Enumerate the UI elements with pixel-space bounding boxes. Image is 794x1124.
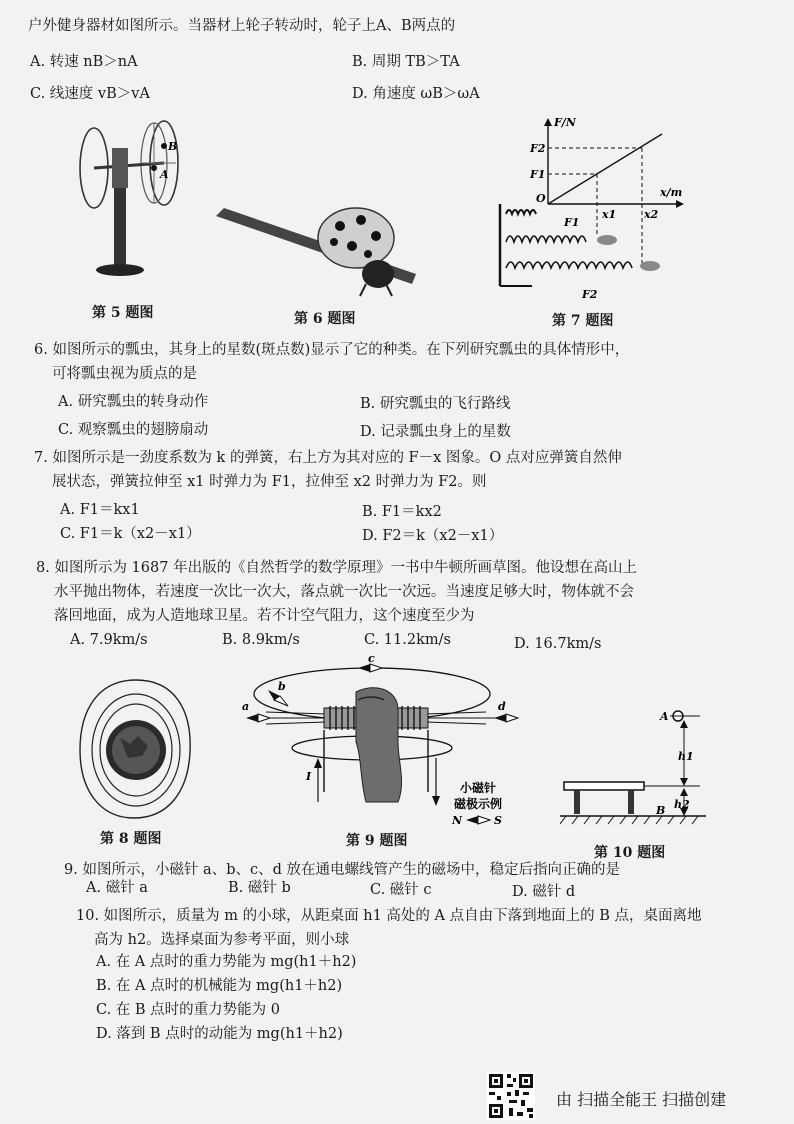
q10-stem-line2: 高为 h2。选择桌面为参考平面，则小球 [94, 932, 350, 948]
q5-stem: 户外健身器材如图所示。当器材上轮子转动时，轮子上A、B两点的 [28, 18, 456, 34]
q6-stem-line1: 6. 如图所示的瓢虫，其身上的星数(斑点数)显示了它的种类。在下列研究瓢虫的具体情形中， [34, 342, 630, 358]
fig5-fitness-wheels [64, 118, 184, 298]
q8-option-d: D. 16.7km/s [514, 636, 602, 652]
scanner-watermark: 由 扫描全能王 扫描创建 [556, 1090, 727, 1109]
fig7-x2-tick: x2 [644, 208, 659, 221]
fig8-newton-orbits [76, 676, 196, 824]
qr-code-icon [487, 1072, 535, 1120]
q6-option-d: D. 记录瓢虫身上的星数 [360, 424, 511, 440]
q7-option-b: B. F1＝kx2 [362, 504, 442, 520]
fig7-f1-tick: F1 [530, 168, 546, 181]
q7-option-c: C. F1＝k（x2－x1） [60, 526, 201, 542]
q6-stem-line2: 可将瓢虫视为质点的是 [52, 366, 197, 382]
q10-option-d: D. 落到 B 点时的动能为 mg(h1＋h2) [96, 1026, 343, 1042]
fig9-legend-n: N [452, 814, 463, 827]
fig9-needle-b-label: b [278, 680, 286, 693]
fig7-f2-tick: F2 [530, 142, 546, 155]
fig9-current-label: I [306, 770, 312, 783]
fig9-needle-d-label: d [498, 700, 506, 713]
q8-stem-line3: 落回地面，成为人造地球卫星。若不计空气阻力，这个速度至少为 [54, 608, 475, 624]
fig9-solenoid [226, 652, 536, 828]
q9-option-c: C. 磁针 c [370, 882, 432, 898]
q8-option-b: B. 8.9km/s [222, 632, 300, 648]
q5-option-d: D. 角速度 ωB＞ωA [352, 86, 480, 102]
fig10-label-b: B [656, 804, 666, 817]
q8-option-a: A. 7.9km/s [70, 632, 148, 648]
q10-option-c: C. 在 B 点时的重力势能为 0 [96, 1002, 281, 1018]
fig6-ladybug [216, 196, 430, 304]
q10-option-b: B. 在 A 点时的机械能为 mg(h1＋h2) [96, 978, 343, 994]
q10-stem-line1: 10. 如图所示，质量为 m 的小球，从距桌面 h1 高处的 A 点自由下落到地面上的 B 点，桌面离地 [76, 908, 702, 924]
fig10-ball-table [560, 704, 710, 834]
q9-option-a: A. 磁针 a [86, 880, 148, 896]
q9-option-b: B. 磁针 b [228, 880, 291, 896]
fig9-caption: 第 9 题图 [346, 833, 408, 849]
q6-option-b: B. 研究瓢虫的飞行路线 [360, 396, 511, 412]
fig6-caption: 第 6 题图 [294, 311, 356, 327]
fig7-caption: 第 7 题图 [552, 313, 614, 329]
q7-stem-line1: 7. 如图所示是一劲度系数为 k 的弹簧，右上方为其对应的 F－x 图象。O 点对应弹簧自然伸 [34, 450, 622, 466]
fig7-spring-f2-label: F2 [582, 288, 598, 301]
q7-stem-line2: 展状态，弹簧拉伸至 x1 时弹力为 F1，拉伸至 x2 时弹力为 F2。则 [52, 474, 487, 490]
fig10-label-h1: h1 [678, 750, 694, 763]
fig7-x1-tick: x1 [602, 208, 617, 221]
fig8-caption: 第 8 题图 [100, 831, 162, 847]
fig7-y-axis-label: F/N [554, 116, 576, 129]
fig7-spring-graph [492, 116, 688, 304]
fig10-label-h2: h2 [674, 798, 690, 811]
q6-option-a: A. 研究瓢虫的转身动作 [58, 394, 209, 410]
q8-option-c: C. 11.2km/s [364, 632, 451, 648]
fig9-legend-line2: 磁极示例 [454, 797, 503, 811]
fig9-legend-s: S [494, 814, 502, 827]
fig7-x-axis-label: x/m [660, 186, 683, 199]
fig9-needle-a-label: a [242, 700, 250, 713]
q5-option-b: B. 周期 TB＞TA [352, 54, 460, 70]
fig5-label-b: B [168, 140, 178, 153]
fig5-label-a: A [160, 168, 169, 181]
q7-option-d: D. F2＝k（x2－x1） [362, 528, 504, 544]
q8-stem-line1: 8. 如图所示为 1687 年出版的《自然哲学的数学原理》一书中牛顿所画草图。他设想在高山上 [36, 560, 638, 576]
q5-option-c: C. 线速度 vB＞vA [30, 86, 150, 102]
fig9-needle-c-label: c [368, 652, 375, 665]
fig9-legend-line1: 小磁针 [460, 781, 497, 795]
q7-option-a: A. F1＝kx1 [60, 502, 140, 518]
q10-option-a: A. 在 A 点时的重力势能为 mg(h1＋h2) [96, 954, 357, 970]
fig10-caption: 第 10 题图 [594, 845, 666, 861]
q5-option-a: A. 转速 nB＞nA [30, 54, 138, 70]
fig10-label-a: A [660, 710, 669, 723]
fig5-caption: 第 5 题图 [92, 305, 154, 321]
q6-option-c: C. 观察瓢虫的翅膀扇动 [58, 422, 209, 438]
fig7-spring-f1-label: F1 [564, 216, 580, 229]
q9-option-d: D. 磁针 d [512, 884, 576, 900]
fig7-origin-label: O [536, 192, 546, 205]
q8-stem-line2: 水平抛出物体，若速度一次比一次大，落点就一次比一次远。当速度足够大时，物体就不会 [54, 584, 634, 600]
q9-stem: 9. 如图所示，小磁针 a、b、c、d 放在通电螺线管产生的磁场中，稳定后指向正确的是 [64, 862, 620, 878]
